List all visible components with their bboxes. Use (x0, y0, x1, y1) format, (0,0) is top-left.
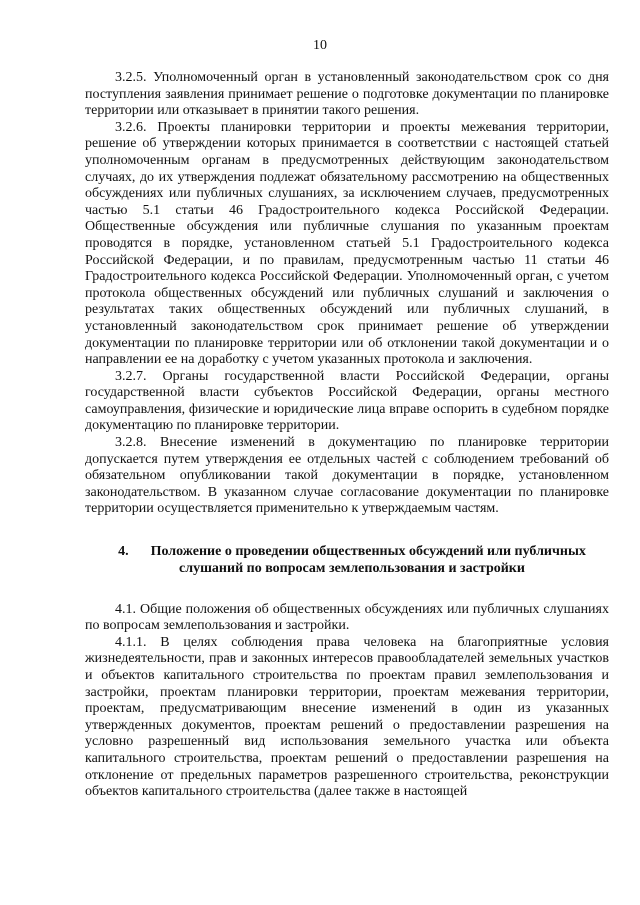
page-number: 10 (313, 38, 327, 53)
paragraph-3-2-5: 3.2.5. Уполномоченный орган в установленный законодательством срок со дня поступления заявления принимает решение о подготовке документации по планировке территории или отказывает в принятии такого решения. (85, 70, 609, 119)
document-body (85, 70, 609, 801)
paragraph-3-2-6: 3.2.6. Проекты планировки территории и проекты межевания территории, решение об утверждении которых принимается в соответствии с настоящей статьей уполномоченным органам в предусмотренных действующим законодательством случаях, до их утверждения подлежат обязательному рассмотрению на общественных обсуждениях или публичных слушаниях, за исключением случаев, предусмотренных частью 5.1 статьи 46 Градостроительного кодекса Российской Федерации. Общественные обсуждения или публичные слушания по указанным проектам проводятся в порядке, установленном статьей 5.1 Градостроительного кодекса Российской Федерации, и по правилам, предусмотренным частью 11 статьи 46 Градостроительного кодекса Российской Федерации. Уполномоченный орган, с учетом протокола общественных обсуждений или публичных слушаний и заключения о результатах таких общественных обсуждений или публичных слушаний, в установленный законодательством срок принимает решение об утверждении документации по планировке территории или об отклонении такой документации и о направлении ее на доработку с учетом указанных протокола и заключения. (85, 119, 609, 368)
paragraph-3-2-8: 3.2.8. Внесение изменений в документацию по планировке территории допускается путем утверждения ее отдельных частей с соблюдением требований об обязательном опубликовании такой документации в порядке, установленном законодательством. В указанном случае согласование документации по планировке территории осуществляется применительно к утверждаемым частям. (85, 435, 609, 517)
section-heading (85, 544, 609, 578)
paragraph-4-1: 4.1. Общие положения об общественных обсуждениях или публичных слушаниях по вопросам землепользования и застройки. (85, 601, 609, 634)
paragraph-3-2-7: 3.2.7. Органы государственной власти Российской Федерации, органы государственной власти субъектов Российской Федерации, органы местного самоуправления, физические и юридические лица вправе оспорить в судебном порядке документацию по планировке территории. (85, 368, 609, 434)
section-number: 4. (118, 544, 129, 560)
paragraph-4-1-1: 4.1.1. В целях соблюдения права человека на благоприятные условия жизнедеятельности, прав и законных интересов правообладателей земельных участков и объектов капитального строительства по проектам правил землепользования и застройки, проектам планировки территории, проектам межевания территории, проектам, предусматривающим внесение изменений в один из указанных утвержденных документов, проектам решений о предоставлении разрешения на условно разрешенный вид использования земельного участка или объекта капитального строительства, проектам решений о предоставлении разрешения на отклонение от предельных параметров разрешенного строительства, реконструкции объектов капитального строительства (далее также в настоящей (85, 634, 609, 800)
section-title: Положение о проведении общественных обсуждений или публичных слушаний по вопросам землепользования и застройки (150, 544, 586, 576)
